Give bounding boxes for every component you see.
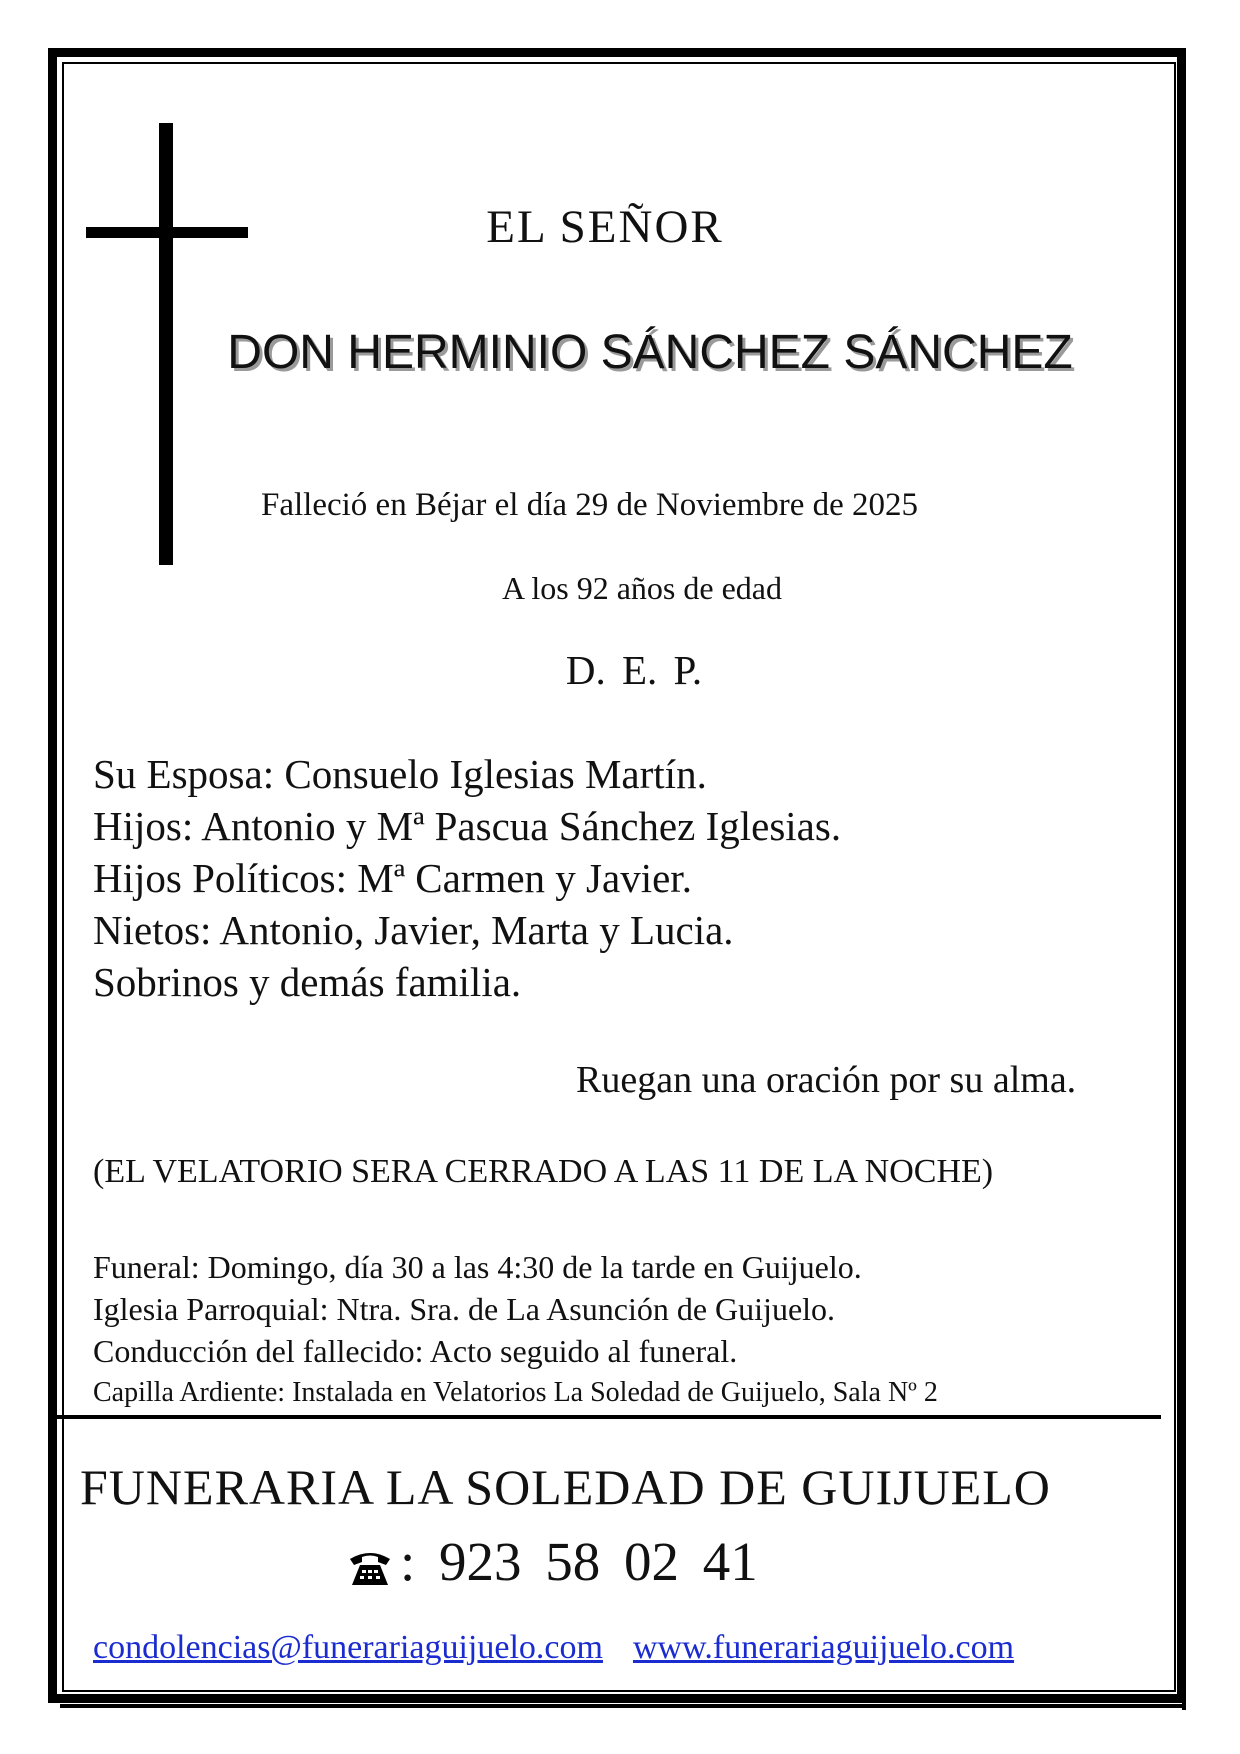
telephone-icon bbox=[346, 1543, 394, 1591]
chapel-line: Capilla Ardiente: Instalada en Velatorios La Soledad de Guijuelo, Sala Nº 2 bbox=[93, 1377, 938, 1408]
family-list bbox=[93, 748, 841, 1008]
prayer-line: Ruegan una oración por su alma. bbox=[576, 1059, 1077, 1101]
procession-line: Conducción del fallecido: Acto seguido al funeral. bbox=[93, 1333, 738, 1369]
death-line: Falleció en Béjar el día 29 de Noviembre de 2025 bbox=[261, 487, 919, 523]
family-line: Hijos: Antonio y Mª Pascua Sánchez Iglesias. bbox=[93, 803, 842, 849]
age-line: A los 92 años de edad bbox=[502, 570, 782, 606]
family-line: Nietos: Antonio, Javier, Marta y Lucia. bbox=[93, 907, 734, 953]
family-line: Sobrinos y demás familia. bbox=[93, 959, 522, 1005]
company-name: FUNERARIA LA SOLEDAD DE GUIJUELO bbox=[80, 1459, 1051, 1515]
phone-number: : 923 58 02 41 bbox=[400, 1531, 758, 1592]
title: EL SEÑOR bbox=[486, 201, 724, 253]
church-line: Iglesia Parroquial: Ntra. Sra. de La Asunción de Guijuelo. bbox=[93, 1291, 836, 1327]
wake-notice: (EL VELATORIO SERA CERRADO A LAS 11 DE LA NOCHE) bbox=[93, 1153, 994, 1190]
website-link[interactable]: www.funerariaguijuelo.com bbox=[632, 1629, 1015, 1666]
rip-line: D. E. P. bbox=[565, 647, 703, 693]
email-link[interactable]: condolencias@funerariaguijuelo.com bbox=[93, 1629, 603, 1666]
border-shadow-bottom bbox=[60, 1704, 1186, 1708]
funeral-details bbox=[93, 1246, 938, 1414]
contact-links bbox=[93, 1629, 1014, 1667]
separator-line bbox=[48, 1415, 1161, 1419]
border-shadow-right bbox=[1182, 60, 1186, 1710]
family-line: Hijos Políticos: Mª Carmen y Javier. bbox=[93, 855, 692, 901]
phone-line bbox=[346, 1530, 758, 1593]
family-line: Su Esposa: Consuelo Iglesias Martín. bbox=[93, 751, 707, 797]
deceased-name: DON HERMINIO SÁNCHEZ SÁNCHEZ bbox=[227, 326, 1073, 379]
funeral-line: Funeral: Domingo, día 30 a las 4:30 de la tarde en Guijuelo. bbox=[93, 1249, 862, 1285]
